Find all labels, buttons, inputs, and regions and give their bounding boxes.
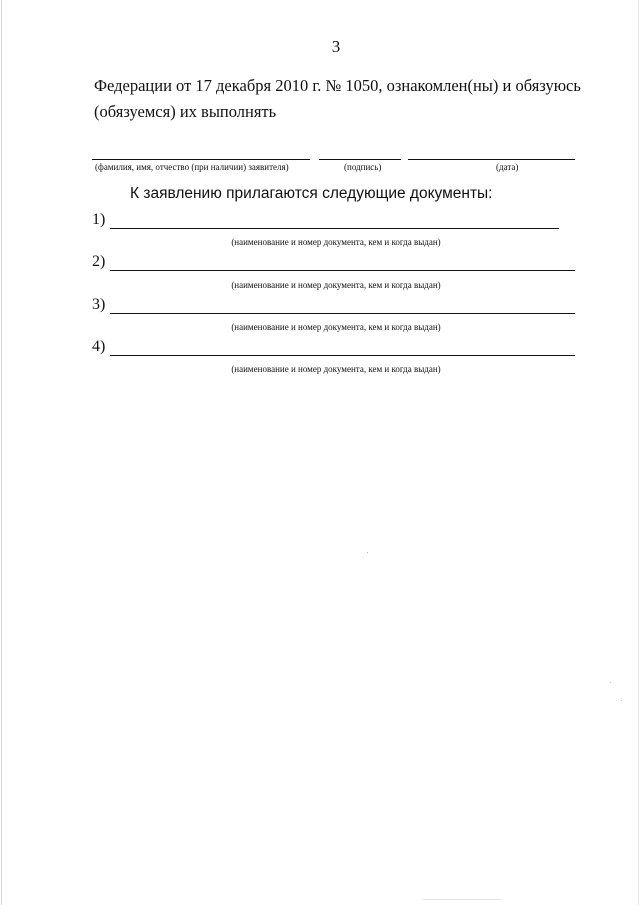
attachment-number: 4): [92, 338, 106, 355]
attachment-line: [110, 313, 575, 314]
attachment-line: [110, 355, 575, 356]
scan-speck: [610, 682, 611, 683]
date-line: [408, 159, 575, 160]
signature-line: [319, 159, 401, 160]
attachment-caption-1: (наименование и номер документа, кем и когда выдан): [231, 237, 441, 247]
name-signature-line: [92, 159, 310, 160]
attachment-number: 1): [92, 211, 106, 228]
scan-speck: [422, 899, 502, 900]
page-number: 3: [331, 37, 341, 56]
page-edge-left: [1, 0, 2, 905]
page-edge-right: [638, 0, 639, 905]
date-caption: (дата): [496, 162, 519, 172]
attachment-line: [110, 270, 575, 271]
attachment-caption-2: (наименование и номер документа, кем и когда выдан): [231, 280, 441, 290]
attachment-number: 2): [92, 253, 106, 270]
scan-speck: [621, 700, 622, 701]
attachment-number: 3): [92, 296, 106, 313]
attachment-line: [110, 228, 559, 229]
name-caption: (фамилия, имя, отчество (при наличии) заявителя): [95, 162, 289, 172]
scan-speck: [367, 552, 368, 553]
attachments-intro: К заявлению прилагаются следующие документы:: [130, 185, 493, 202]
attachment-caption-3: (наименование и номер документа, кем и когда выдан): [231, 322, 441, 332]
paragraph-line-1: Федерации от 17 декабря 2010 г. № 1050, ознакомлен(ны) и обязуюсь: [94, 76, 581, 95]
paragraph-line-2: (обязуемся) их выполнять: [94, 102, 277, 121]
attachment-caption-4: (наименование и номер документа, кем и когда выдан): [231, 364, 441, 374]
signature-caption: (подпись): [344, 162, 382, 172]
